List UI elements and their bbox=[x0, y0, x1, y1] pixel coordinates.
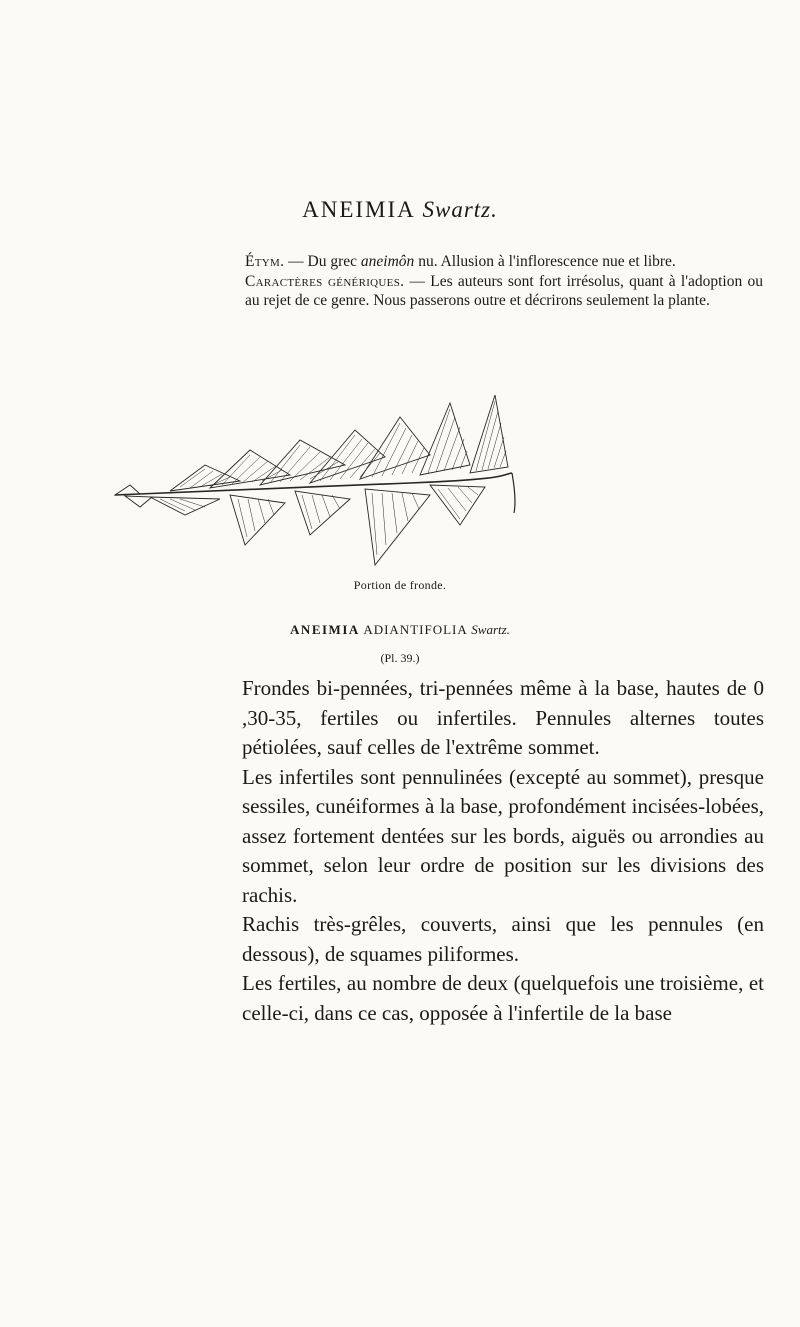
frond-illustration bbox=[110, 395, 540, 570]
page-title-genus: ANEIMIA bbox=[302, 197, 416, 222]
intro-section bbox=[245, 252, 763, 311]
species-description bbox=[242, 674, 764, 1028]
etymology-dash: — Du grec bbox=[284, 253, 361, 270]
etymology-word: aneimôn bbox=[360, 253, 415, 270]
etymology-label: Étym. bbox=[245, 253, 285, 270]
description-paragraph: Rachis très-grêles, couverts, ainsi que les pennules (en dessous), de squames piliformes. bbox=[242, 912, 764, 966]
etymology-text: nu. Allusion à l'inflorescence nue et libre. bbox=[414, 253, 676, 270]
characters-paragraph bbox=[245, 272, 763, 311]
characters-text: — Les auteurs sont fort irrésolus, quant à l'adoption ou au rejet de ce genre. Nous passerons outre et décrirons seulement la plante. bbox=[245, 272, 763, 309]
page-title bbox=[0, 197, 800, 223]
page-title-author: Swartz. bbox=[422, 197, 498, 222]
description-paragraph: Les infertiles sont pennulinées (excepté au sommet), presque sessiles, cunéiformes à la base, profondément incisées-lobées, assez fortement dentées sur les bords, aiguës ou arrondies au sommet, selon leur ordre de position sur les divisions des rachis. bbox=[242, 764, 764, 907]
species-heading bbox=[0, 622, 800, 638]
species-genus: ANEIMIA bbox=[290, 622, 360, 637]
characters-label: Caractères génériques. bbox=[245, 272, 405, 290]
etymology-paragraph bbox=[245, 252, 763, 272]
plate-reference: (Pl. 39.) bbox=[380, 651, 420, 665]
figure-caption: Portion de fronde. bbox=[353, 578, 447, 592]
frond-drawing bbox=[110, 395, 540, 570]
description-paragraph: Les fertiles, au nombre de deux (quelquefois une troisième, et celle-ci, dans ce cas, opposée à l'infertile de la base bbox=[242, 971, 764, 1025]
description-paragraph: Frondes bi-pennées, tri-pennées même à la base, hautes de 0 ,30-35, fertiles ou infertiles. Pennules alternes toutes pétiolées, sauf celles de l'extrême sommet. bbox=[242, 676, 764, 759]
species-epithet: ADIANTIFOLIA bbox=[359, 622, 472, 637]
species-author: Swartz. bbox=[471, 622, 510, 637]
